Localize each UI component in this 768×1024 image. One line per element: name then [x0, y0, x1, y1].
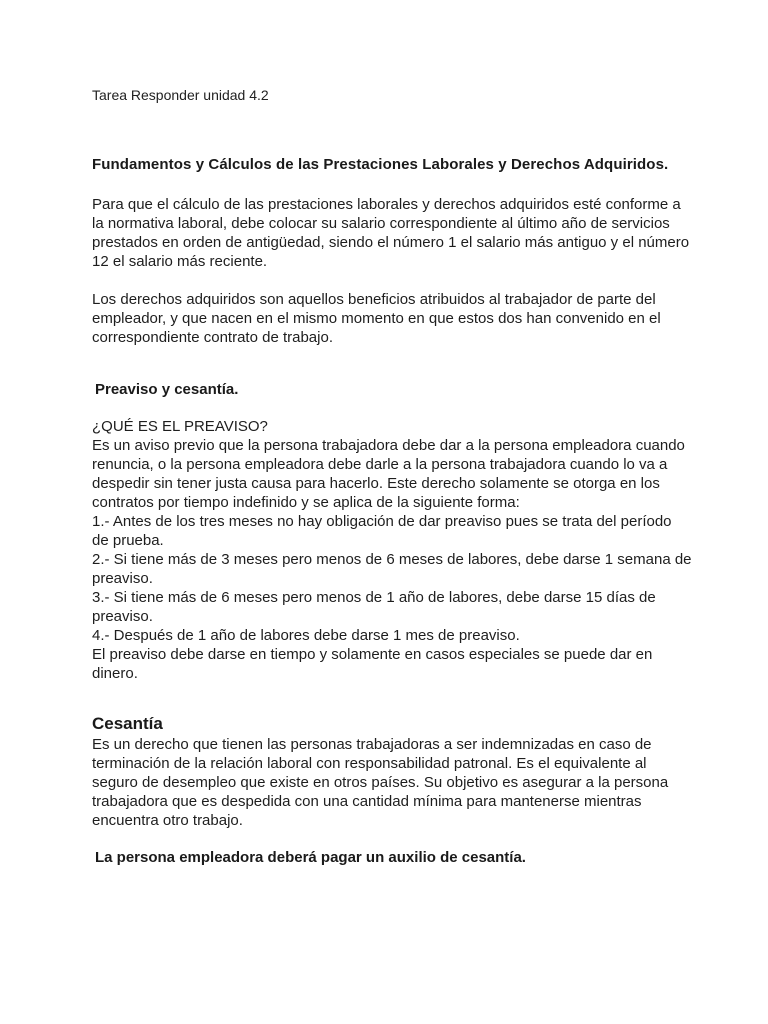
document-page: [92, 86, 692, 868]
preaviso-note: El preaviso debe darse en tiempo y solamente en casos especiales se puede dar en dinero.: [92, 646, 653, 682]
preaviso-section: [92, 417, 692, 683]
preaviso-rule-2: 2.- Si tiene más de 3 meses pero menos de 6 meses de labores, debe darse 1 semana de preaviso.: [92, 551, 692, 587]
intro-paragraph: Para que el cálculo de las prestaciones laborales y derechos adquiridos esté conforme a la normativa laboral, debe colocar su salario correspondiente al último año de servicios prestados en orden de antigüedad, siendo el número 1 el salario más antiguo y el número 12 el salario más reciente.: [92, 196, 690, 270]
cesantia-heading: Cesantía: [92, 714, 163, 733]
document-title: Tarea Responder unidad 4.2: [92, 87, 269, 103]
preaviso-question: ¿QUÉ ES EL PREAVISO?: [92, 418, 268, 435]
preaviso-rule-3: 3.- Si tiene más de 6 meses pero menos de 1 año de labores, debe darse 15 días de preaviso.: [92, 589, 656, 625]
preaviso-heading: Preaviso y cesantía.: [95, 381, 239, 398]
cesantia-definition: Es un derecho que tienen las personas trabajadoras a ser indemnizadas en caso de terminación de la relación laboral con responsabilidad patronal. Es el equivalente al seguro de desempleo que existe en otros países. Su objetivo es asegurar a la persona trabajadora que es despedida con una cantidad mínima para mantenerse mientras encuentra otro trabajo.: [92, 736, 669, 829]
rights-paragraph: Los derechos adquiridos son aquellos beneficios atribuidos al trabajador de parte del empleador, y que nacen en el mismo momento en que estos dos han convenido en el correspondiente contrato de trabajo.: [92, 291, 661, 346]
auxilio-heading: La persona empleadora deberá pagar un auxilio de cesantía.: [95, 849, 526, 866]
preaviso-rule-1: 1.- Antes de los tres meses no hay obligación de dar preaviso pues se trata del período de prueba.: [92, 513, 672, 549]
main-heading: Fundamentos y Cálculos de las Prestaciones Laborales y Derechos Adquiridos.: [92, 156, 669, 173]
preaviso-rule-4: 4.- Después de 1 año de labores debe darse 1 mes de preaviso.: [92, 627, 520, 644]
preaviso-definition: Es un aviso previo que la persona trabajadora debe dar a la persona empleadora cuando renuncia, o la persona empleadora debe darle a la persona trabajadora cuando lo va a despedir sin tener justa causa para hacerlo. Este derecho solamente se otorga en los contratos por tiempo indefinido y se aplica de la siguiente forma:: [92, 437, 685, 511]
